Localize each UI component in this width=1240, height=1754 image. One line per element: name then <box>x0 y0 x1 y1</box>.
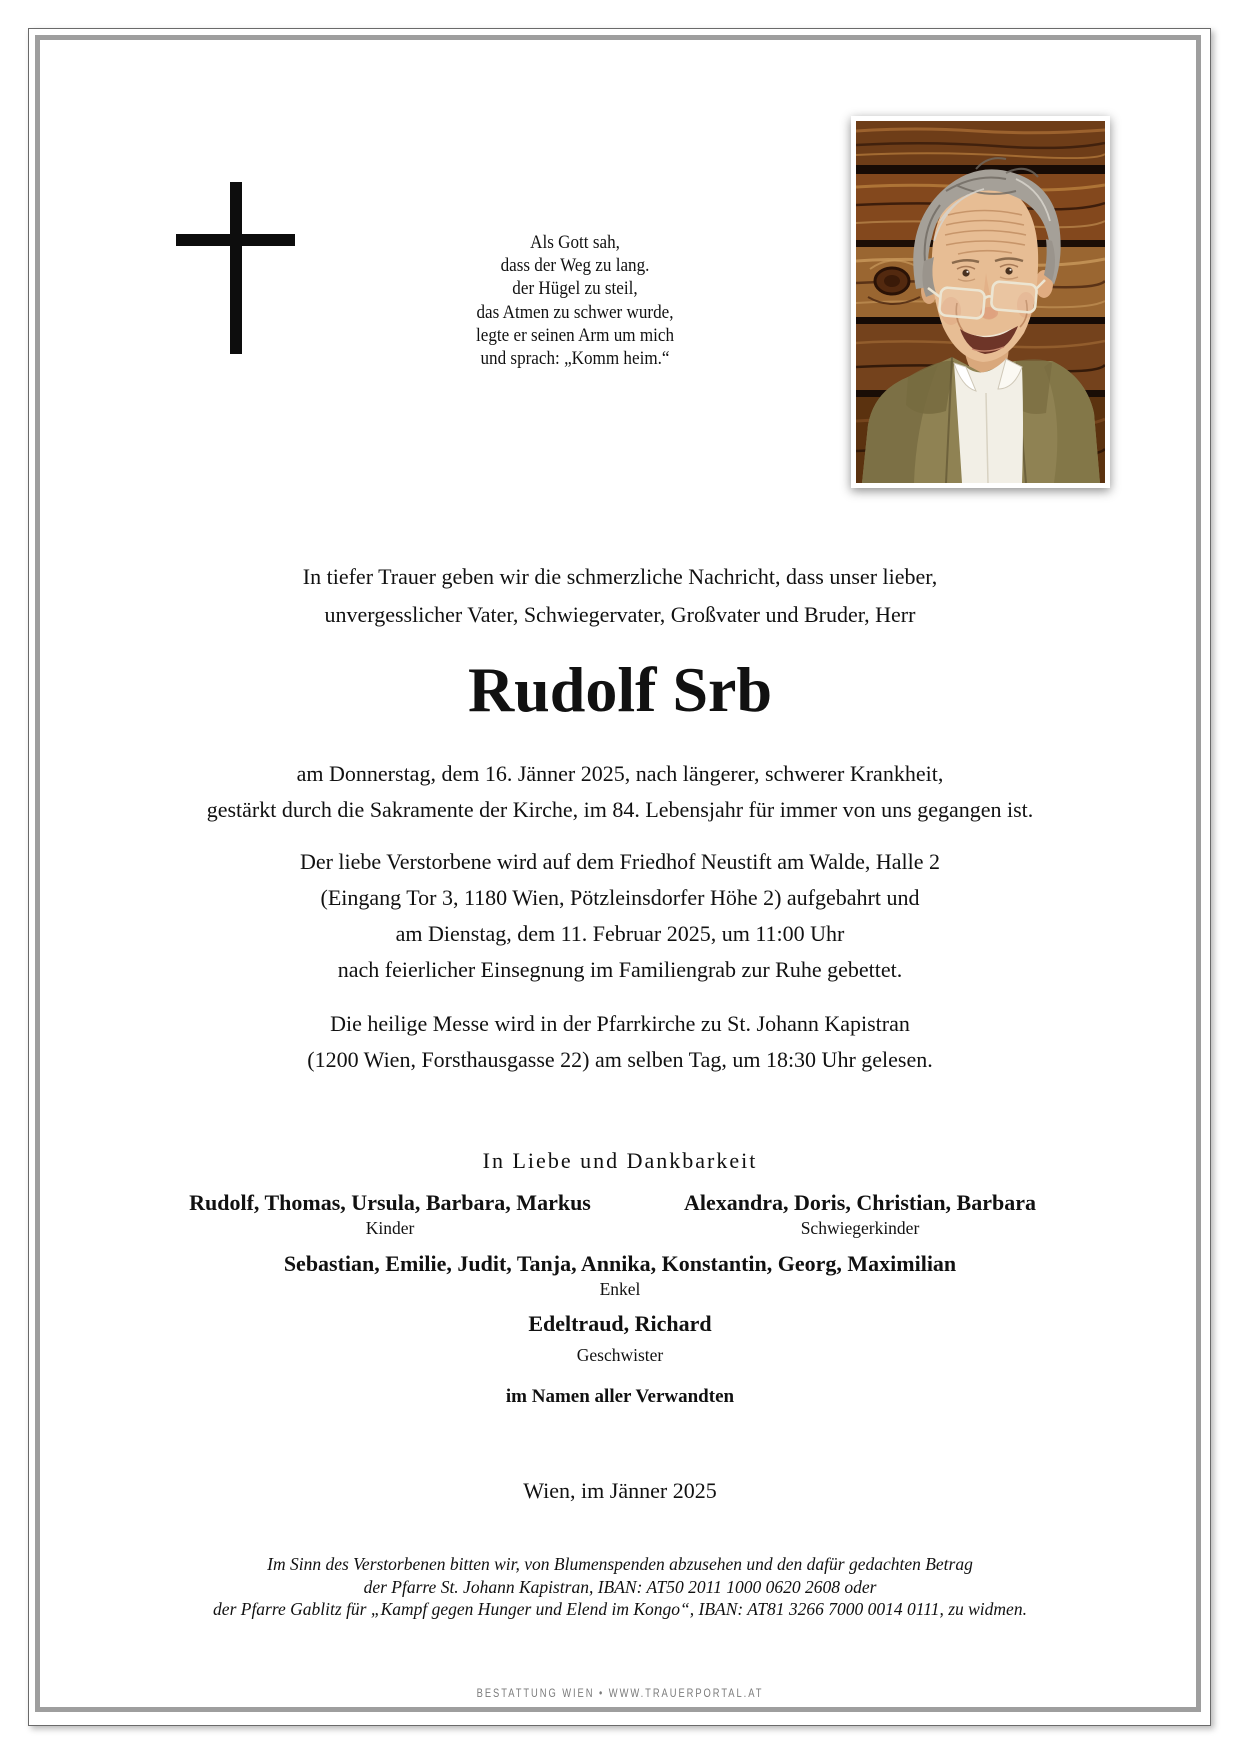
poem <box>395 231 755 370</box>
funeral-line: Der liebe Verstorbene wird auf dem Friedhof Neustift am Walde, Halle 2 <box>299 849 941 874</box>
family-children-in-law-relation: Schwiegerkinder <box>800 1218 920 1238</box>
mass-line: (1200 Wien, Forsthausgasse 22) am selben Tag, um 18:30 Uhr gelesen. <box>307 1047 933 1072</box>
intro-paragraph <box>90 558 1150 634</box>
death-line: am Donnerstag, dem 16. Jänner 2025, nach längerer, schwerer Krankheit, <box>296 761 944 786</box>
mass-paragraph <box>90 1006 1150 1078</box>
closing-line: In Liebe und Dankbarkeit <box>482 1148 758 1173</box>
family-siblings-relation: Geschwister <box>576 1345 664 1365</box>
donation-line: Im Sinn des Verstorbenen bitten wir, von Blumenspenden abzusehen und den dafür gedachten Betrag <box>267 1554 973 1574</box>
funeral-paragraph <box>90 844 1150 988</box>
intro-line: In tiefer Trauer geben wir die schmerzliche Nachricht, dass unser lieber, <box>302 564 938 589</box>
poem-line: dass der Weg zu lang. <box>500 255 650 277</box>
cross-icon-crossbar <box>176 234 295 246</box>
donation-line: der Pfarre Gablitz für „Kampf gegen Hunger und Elend im Kongo“, IBAN: AT81 3266 7000 0014 0111, zu widmen. <box>213 1599 1027 1619</box>
family-grandchildren <box>90 1251 1150 1301</box>
family-children <box>140 1190 640 1240</box>
footer-brand-line: BESTATTUNG WIEN • WWW.TRAUERPORTAL.AT <box>476 1686 764 1700</box>
cross-icon <box>230 182 242 354</box>
funeral-line: (Eingang Tor 3, 1180 Wien, Pötzleinsdorfer Höhe 2) aufgebahrt und <box>320 885 920 910</box>
poem-line: und sprach: „Komm heim.“ <box>480 348 670 370</box>
portrait-photo <box>851 116 1110 488</box>
donation-note <box>90 1553 1150 1621</box>
deceased-name: Rudolf Srb <box>467 654 773 725</box>
poem-line: Als Gott sah, <box>530 232 620 253</box>
death-paragraph <box>90 756 1150 828</box>
funeral-line: nach feierlicher Einsegnung im Familiengrab zur Ruhe gebettet. <box>337 957 903 982</box>
funeral-line: am Dienstag, dem 11. Februar 2025, um 11:00 Uhr <box>395 921 845 946</box>
poem-line: das Atmen zu schwer wurde, <box>476 301 674 323</box>
poem-line: legte er seinen Arm um mich <box>475 324 675 346</box>
family-siblings <box>90 1311 1150 1367</box>
family-children-in-law <box>610 1190 1110 1240</box>
intro-line: unvergesslicher Vater, Schwiegervater, Großvater und Bruder, Herr <box>324 602 916 627</box>
donation-line: der Pfarre St. Johann Kapistran, IBAN: AT50 2011 1000 0620 2608 oder <box>363 1576 877 1597</box>
family-siblings-names: Edeltraud, Richard <box>528 1311 712 1336</box>
on-behalf-line: im Namen aller Verwandten <box>505 1386 735 1407</box>
family-children-names: Rudolf, Thomas, Ursula, Barbara, Markus <box>189 1190 591 1215</box>
death-line: gestärkt durch die Sakramente der Kirche, im 84. Lebensjahr für immer von uns gegangen ist. <box>206 797 1034 822</box>
place-date-line: Wien, im Jänner 2025 <box>523 1478 717 1503</box>
family-grandchildren-names: Sebastian, Emilie, Judit, Tanja, Annika, Konstantin, Georg, Maximilian <box>283 1251 957 1276</box>
family-grandchildren-relation: Enkel <box>599 1279 641 1299</box>
family-children-in-law-names: Alexandra, Doris, Christian, Barbara <box>684 1190 1036 1215</box>
portrait-photo-graphic <box>856 121 1105 483</box>
poem-line: der Hügel zu steil, <box>512 278 638 300</box>
mass-line: Die heilige Messe wird in der Pfarrkirche zu St. Johann Kapistran <box>330 1011 910 1036</box>
family-children-relation: Kinder <box>365 1218 415 1238</box>
